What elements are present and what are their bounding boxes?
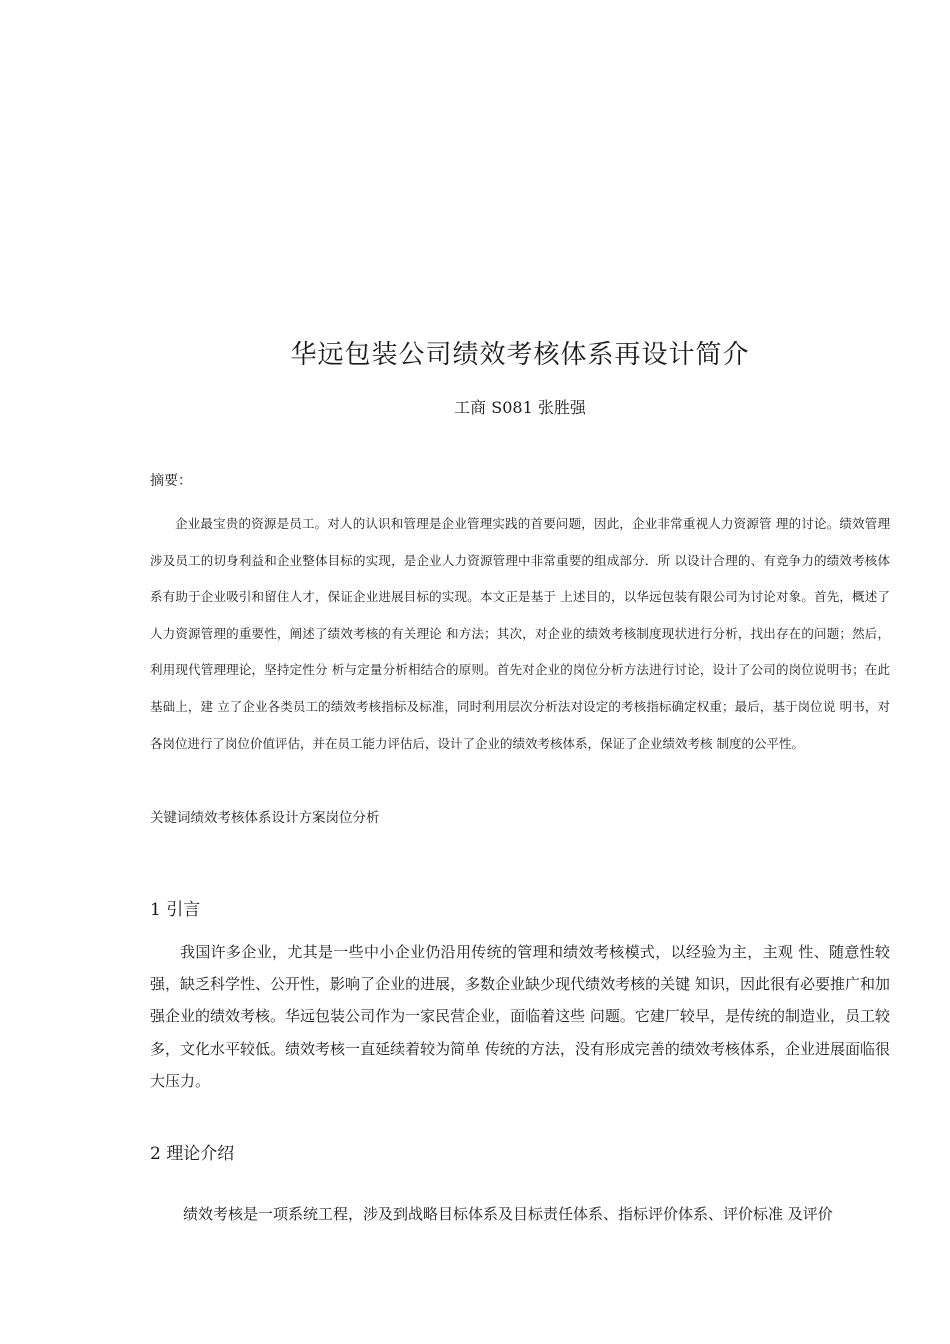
document-title: 华远包装公司绩效考核体系再设计简介: [290, 340, 750, 370]
keywords-line: 关键词绩效考核体系设计方案岗位分析: [150, 810, 380, 826]
document-author: 工商 S081 张胜强: [454, 398, 586, 417]
section-heading-introduction: 1 引言: [150, 900, 201, 920]
introduction-paragraph: 我国许多企业，尤其是一些中小企业仍沿用传统的管理和绩效考核模式，以经验为主，主观 性、随意性较强，缺乏科学性、公开性，影响了企业的进展，多数企业缺少现代绩效考核的关键 知识，因此很有必要推广和加强企业的绩效考核。华远包装公司作为一家民营企业，面临着这些 问题。它建厂较早，是传统的制造业，员工较多，文化水平较低。绩效考核一直延续着较为简单 传统的方法，没有形成完善的绩效考核体系，企业进展面临很大压力。: [150, 943, 890, 1090]
section-heading-theory: 2 理论介绍: [150, 1144, 235, 1164]
abstract-label: 摘要：: [150, 473, 192, 489]
abstract-paragraph: 企业最宝贵的资源是员工。对人的认识和管理是企业管理实践的首要问题，因此，企业非常重视人力资源管 理的讨论。绩效管理涉及员工的切身利益和企业整体目标的实现，是企业人力资源管理中非常重要的组成部分．所 以设计合理的、有竞争力的绩效考核体系有助于企业吸引和留住人才，保证企业进展目标的实现。本文正是基于 上述目的，以华远包装有限公司为讨论对象。首先，概述了人力资源管理的重要性，阐述了绩效考核的有关理论 和方法；其次，对企业的绩效考核制度现状进行分析，找出存在的问题；然后，利用现代管理理论，坚持定性分 析与定量分析相结合的原则。首先对企业的岗位分析方法进行讨论，设计了公司的岗位说明书；在此基础上，建 立了企业各类员工的绩效考核指标及标准，同时利用层次分析法对设定的考核指标确定权重；最后，基于岗位说 明书，对各岗位进行了岗位价值评估，并在员工能力评估后，设计了企业的绩效考核体系，保证了企业绩效考核 制度的公平性。: [150, 516, 890, 751]
theory-paragraph: 绩效考核是一项系统工程，涉及到战略目标体系及目标责任体系、指标评价体系、评价标准 及评价: [183, 1205, 833, 1223]
